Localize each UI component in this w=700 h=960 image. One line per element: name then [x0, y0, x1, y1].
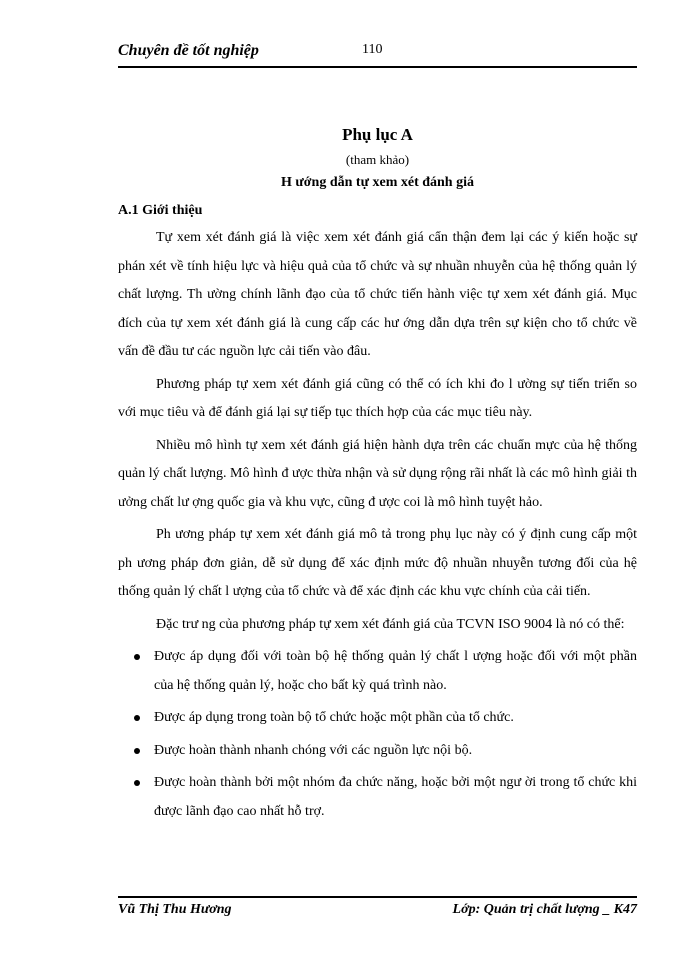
appendix-heading: H ướng dẫn tự xem xét đánh giá	[281, 175, 474, 190]
list-item-text: Được hoàn thành bởi một nhóm đa chức năng, hoặc bởi một ngư ời trong tổ chức khi được lãnh đạo cao nhất hỗ trợ.	[154, 775, 637, 819]
paragraph-method: Ph ương pháp tự xem xét đánh giá mô tả trong phụ lục này có ý định cung cấp một ph ương pháp đơn giản, dễ sử dụng để xác định mức độ nhuần nhuyễn tương đối của hệ thống quản lý chất l ượng của tổ chức và để xác định các khu vực chính của cải tiến.	[118, 527, 637, 599]
author-name: Vũ Thị Thu Hương	[118, 902, 232, 917]
document-title: Chuyên đề tốt nghiệp	[118, 42, 259, 59]
page-footer	[118, 896, 637, 926]
section-heading: A.1 Giới thiệu	[118, 203, 203, 218]
page-header	[118, 38, 637, 68]
class-label: Lớp: Quản trị chất lượng _ K47	[452, 902, 637, 917]
bullet-icon	[134, 715, 140, 721]
paragraph-intro: Tự xem xét đánh giá là việc xem xét đánh giá cẩn thận đem lại các ý kiến hoặc sự phán xét về tính hiệu lực và hiệu quả của tổ chức và sự nhuần nhuyễn của hệ thống quản lý chất lượng. Th ường chính lãnh đạo của tổ chức tiến hành việc tự xem xét đánh giá. Mục đích của tự xem xét đánh giá là cung cấp các hư ớng dẫn dựa trên sự kiện cho tổ chức về vấn đề đầu tư các nguồn lực cải tiến vào đâu.	[118, 230, 637, 359]
paragraph-progress: Phương pháp tự xem xét đánh giá cũng có thể có ích khi đo l ường sự tiến triển so với mục tiêu và để đánh giá lại sự tiếp tục thích hợp của các mục tiêu này.	[118, 376, 637, 420]
list-item-text: Được hoàn thành nhanh chóng với các nguồn lực nội bộ.	[154, 742, 473, 758]
paragraph-features: Đặc trư ng của phương pháp tự xem xét đánh giá của TCVN ISO 9004 là nó có thể:	[156, 616, 625, 632]
list-item	[118, 769, 637, 826]
bullet-icon	[134, 654, 140, 660]
list-item	[118, 737, 637, 766]
page-content	[118, 120, 637, 830]
feature-list	[118, 643, 637, 826]
list-item	[118, 643, 637, 700]
page-number: 110	[362, 42, 383, 57]
appendix-subtitle: (tham khảo)	[345, 152, 410, 167]
appendix-title: Phụ lục A	[342, 125, 413, 144]
bullet-icon	[134, 780, 140, 786]
list-item	[118, 704, 637, 733]
list-item-text: Được áp dụng trong toàn bộ tổ chức hoặc một phần của tổ chức.	[154, 710, 514, 725]
list-item-text: Được áp dụng đối với toàn bộ hệ thống quản lý chất l ượng hoặc đối với một phần của hệ thống quản lý, hoặc cho bất kỳ quá trình nào.	[154, 649, 637, 693]
bullet-icon	[134, 748, 140, 754]
paragraph-models: Nhiều mô hình tự xem xét đánh giá hiện hành dựa trên các chuẩn mực của hệ thống quản lý chất lượng. Mô hình đ ược thừa nhận và sử dụng rộng rãi nhất là các mô hình giải th ưởng chất lư ợng quốc gia và khu vực, cũng đ ược coi là mô hình tuyệt hảo.	[118, 437, 637, 510]
